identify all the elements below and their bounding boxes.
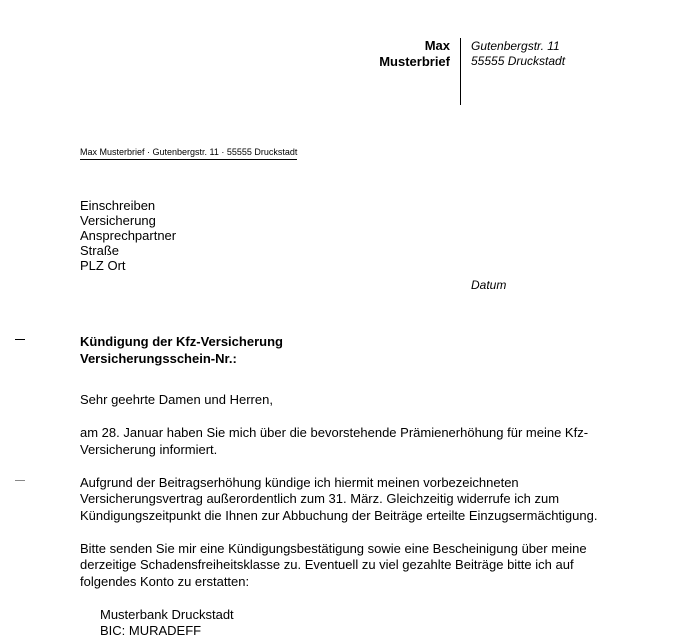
fold-mark bbox=[15, 339, 25, 340]
sender-street: Gutenbergstr. 11 bbox=[471, 39, 560, 53]
recipient-line: Straße bbox=[80, 243, 120, 258]
sender-first-name: Max bbox=[424, 38, 450, 53]
salutation: Sehr geehrte Damen und Herren, bbox=[80, 392, 273, 407]
return-address-line: Max Musterbrief · Gutenbergstr. 11 · 55555 Druckstadt bbox=[80, 147, 297, 160]
recipient-line: Versicherung bbox=[80, 213, 156, 228]
sender-divider bbox=[460, 38, 461, 105]
sender-last-name: Musterbrief bbox=[379, 54, 450, 69]
sender-name bbox=[330, 38, 450, 70]
subject-line: Kündigung der Kfz-Versicherung bbox=[80, 334, 283, 349]
recipient-line: Einschreiben bbox=[80, 198, 156, 213]
subject-policy-number: Versicherungsschein-Nr.: bbox=[80, 351, 237, 366]
bank-bic: BIC: MURADEFF bbox=[100, 623, 202, 638]
recipient-line: Ansprechpartner bbox=[80, 228, 177, 243]
recipient-line: PLZ Ort bbox=[80, 258, 126, 273]
recipient-address bbox=[80, 198, 176, 273]
subject bbox=[80, 333, 283, 367]
punch-mark bbox=[15, 480, 25, 481]
body-paragraph: am 28. Januar haben Sie mich über die bevorstehende Prämienerhöhung für meine Kfz-Versicherung informiert. bbox=[80, 425, 589, 457]
body-paragraph: Aufgrund der Beitragserhöhung kündige ich hiermit meinen vorbezeichneten Versicherungsvertrag außerordentlich zum 31. März. Gleichzeitig widerrufe ich zum Kündigungszeitpunkt die Ihnen zur Abbuchung der Beiträge erteilte Einzugsermächtigung. bbox=[80, 474, 598, 523]
bank-name: Musterbank Druckstadt bbox=[100, 606, 234, 622]
date-label: Datum bbox=[471, 278, 507, 292]
sender-address bbox=[471, 39, 565, 69]
sender-city: 55555 Druckstadt bbox=[471, 54, 566, 68]
bank-details bbox=[80, 607, 620, 640]
body-paragraph: Bitte senden Sie mir eine Kündigungsbestätigung sowie eine Bescheinigung über meine derzeitige Schadensfreiheitsklasse zu. Eventuell zu viel gezahlte Beiträge bitte ich auf folgendes Konto zu erstatten: bbox=[80, 540, 587, 589]
letter-body bbox=[80, 392, 620, 640]
